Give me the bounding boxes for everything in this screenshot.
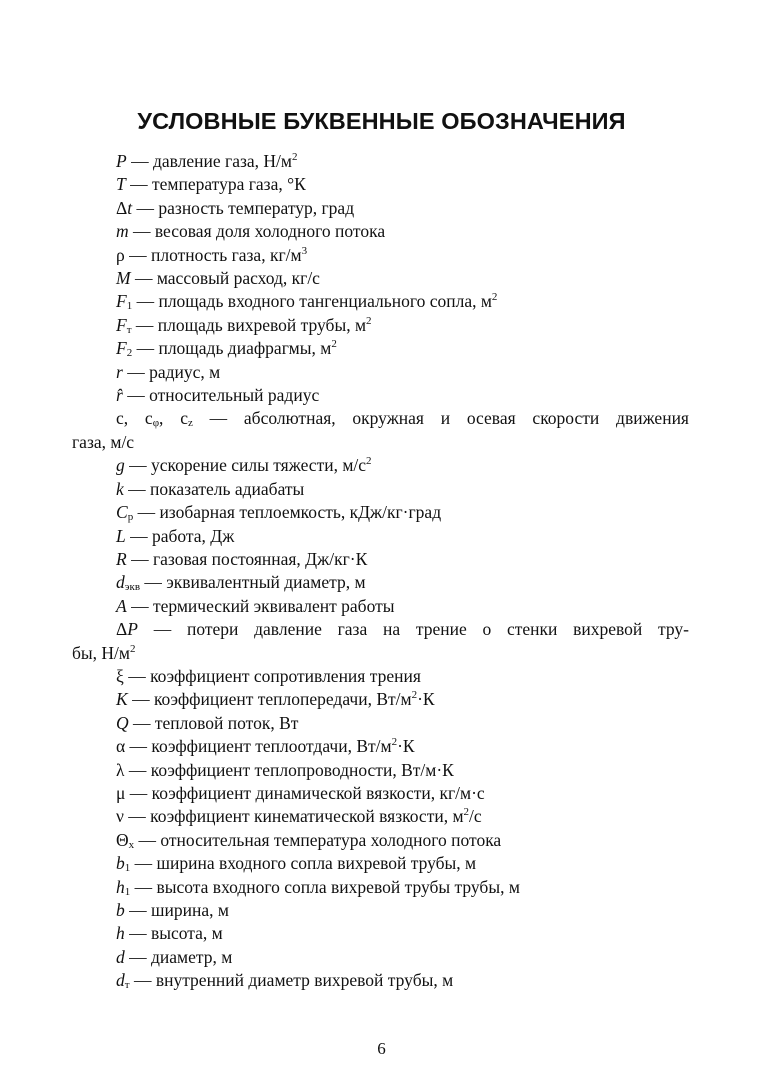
symbol-entry bbox=[72, 314, 689, 337]
symbol: t bbox=[127, 197, 133, 218]
symbol-description: — весовая доля холодного потока bbox=[128, 221, 386, 242]
symbol: F bbox=[116, 338, 127, 359]
symbol-prefix: ν bbox=[116, 806, 124, 827]
symbol: R bbox=[116, 548, 127, 569]
symbol-description: — потери давление газа на трение о стенки вихревой тру- bbox=[137, 619, 689, 640]
unit-superscript: 2 bbox=[291, 151, 298, 163]
symbol-entry bbox=[72, 525, 689, 548]
symbol-subscript: 1 bbox=[126, 300, 133, 313]
symbol-description: — коэффициент теплопроводности, Вт/м·К bbox=[124, 759, 454, 780]
symbol-entry bbox=[72, 478, 689, 501]
symbol-subscript: z bbox=[187, 417, 193, 430]
symbol-description: — работа, Дж bbox=[125, 525, 235, 546]
symbol-prefix: α bbox=[116, 736, 126, 757]
symbol-entry bbox=[72, 899, 689, 922]
symbol-entry bbox=[72, 665, 689, 688]
symbol-description: — эквивалентный диаметр, м bbox=[140, 572, 366, 593]
symbol-subscript: 2 bbox=[126, 347, 133, 360]
symbol-subscript: х bbox=[128, 838, 135, 851]
symbol: r̂ bbox=[116, 385, 123, 406]
symbol: g bbox=[116, 455, 125, 476]
symbol-entry bbox=[72, 805, 689, 828]
symbol: L bbox=[116, 525, 126, 546]
symbol-description: — разность температур, град bbox=[132, 197, 355, 218]
symbol: C bbox=[116, 502, 128, 523]
symbol-entry bbox=[72, 244, 689, 267]
symbol-description: — коэффициент динамической вязкости, кг/м·с bbox=[125, 782, 485, 803]
unit-superscript: 2 bbox=[331, 338, 337, 351]
unit-superscript: 2 bbox=[463, 806, 470, 819]
symbol-entry bbox=[72, 454, 689, 477]
symbol-prefix: Δ bbox=[116, 619, 128, 640]
symbol: b bbox=[116, 853, 125, 874]
symbol: k bbox=[116, 478, 124, 499]
symbol-description: — коэффициент теплоотдачи, Вт/м bbox=[125, 736, 392, 757]
symbol-entry bbox=[72, 759, 689, 782]
symbol-prefix: , c bbox=[159, 408, 188, 429]
symbol-subscript: p bbox=[127, 511, 134, 524]
unit-superscript: 2 bbox=[366, 314, 372, 327]
continuation-text: газа, м/с bbox=[72, 431, 135, 452]
symbol-entry bbox=[72, 337, 689, 360]
symbol-entry bbox=[72, 384, 689, 407]
symbol-subscript: т bbox=[126, 323, 132, 336]
symbol-entry bbox=[72, 361, 689, 384]
unit-superscript: 2 bbox=[366, 455, 372, 468]
symbol-description: — газовая постоянная, Дж/кг·К bbox=[126, 548, 368, 569]
symbol-entry bbox=[72, 595, 689, 618]
description-continuation bbox=[72, 431, 689, 454]
symbol-description: — температура газа, °К bbox=[125, 174, 306, 195]
symbol: r bbox=[116, 361, 123, 382]
symbol-description: — диаметр, м bbox=[124, 946, 233, 967]
symbol: h bbox=[116, 923, 125, 944]
symbol: m bbox=[116, 221, 129, 242]
symbol-entry bbox=[72, 782, 689, 805]
symbol-entry bbox=[72, 852, 689, 875]
symbol-entry bbox=[72, 735, 689, 758]
symbol: M bbox=[116, 268, 131, 289]
symbol-subscript: 1 bbox=[124, 862, 131, 875]
symbol-description: — термический эквивалент работы bbox=[126, 595, 395, 616]
symbol-prefix: μ bbox=[116, 782, 126, 803]
symbol-subscript: т bbox=[124, 979, 130, 992]
symbol-entry bbox=[72, 618, 689, 665]
symbol-prefix: λ bbox=[116, 759, 125, 780]
symbol-description: — относительный радиус bbox=[122, 385, 320, 406]
symbol-description: — высота входного сопла вихревой трубы трубы, м bbox=[130, 876, 520, 897]
symbol: A bbox=[116, 595, 127, 616]
symbol-list bbox=[72, 150, 689, 993]
symbol-entry bbox=[72, 267, 689, 290]
symbol-entry bbox=[72, 407, 689, 454]
symbol-entry bbox=[72, 150, 689, 173]
symbol-prefix: ρ bbox=[116, 244, 125, 265]
unit-superscript: 2 bbox=[130, 642, 136, 655]
symbol-prefix: c, c bbox=[116, 408, 153, 429]
symbol-entry bbox=[72, 829, 689, 852]
symbol-entry bbox=[72, 712, 689, 735]
symbol: d bbox=[116, 946, 125, 967]
symbol-description: — ускорение силы тяжести, м/с bbox=[124, 455, 367, 476]
symbol-entry bbox=[72, 501, 689, 524]
symbol: d bbox=[116, 970, 125, 991]
symbol-subscript: φ bbox=[152, 417, 160, 430]
unit-tail: /с bbox=[469, 806, 482, 827]
page-number: 6 bbox=[377, 1039, 386, 1058]
symbol: T bbox=[116, 174, 126, 195]
symbol-entry bbox=[72, 220, 689, 243]
symbol-description: — площадь диафрагмы, м bbox=[132, 338, 332, 359]
symbol-subscript: экв bbox=[124, 581, 141, 594]
symbol-description: — плотность газа, кг/м bbox=[124, 244, 302, 265]
unit-superscript: 2 bbox=[411, 689, 418, 702]
description-continuation bbox=[72, 642, 689, 665]
symbol-description: — коэффициент сопротивления трения bbox=[123, 665, 421, 686]
symbol-description: — ширина, м bbox=[124, 900, 229, 920]
symbol: K bbox=[116, 689, 128, 710]
symbol-entry bbox=[72, 922, 689, 945]
symbol: h bbox=[116, 876, 125, 897]
symbol-prefix: Δ bbox=[116, 197, 128, 218]
symbol: F bbox=[116, 314, 127, 335]
symbol: P bbox=[116, 151, 127, 171]
symbol-description: — изобарная теплоемкость, кДж/кг·град bbox=[133, 502, 442, 523]
symbol-entry bbox=[72, 688, 689, 711]
symbol: P bbox=[127, 619, 138, 640]
symbol-description: — относительная температура холодного потока bbox=[134, 829, 502, 850]
symbol-entry bbox=[72, 571, 689, 594]
continuation-text: бы, Н/м bbox=[72, 642, 130, 663]
symbol: b bbox=[116, 900, 125, 920]
symbol-description: — высота, м bbox=[124, 923, 223, 944]
symbol: F bbox=[116, 291, 127, 312]
unit-tail: ·К bbox=[397, 736, 415, 757]
symbol-description: — площадь вихревой трубы, м bbox=[131, 314, 367, 335]
symbol-entry bbox=[72, 946, 689, 969]
symbol-description: — радиус, м bbox=[122, 361, 221, 382]
symbol-description: — коэффициент кинематической вязкости, м bbox=[123, 806, 464, 827]
symbol-description: — ширина входного сопла вихревой трубы, м bbox=[130, 853, 477, 874]
symbol-entry bbox=[72, 290, 689, 313]
symbol-entry bbox=[72, 969, 689, 992]
symbol-prefix: ξ bbox=[116, 665, 124, 686]
symbol-entry bbox=[72, 548, 689, 571]
symbol-description: — тепловой поток, Вт bbox=[128, 712, 299, 733]
unit-superscript: 3 bbox=[301, 244, 308, 257]
symbol: Q bbox=[116, 712, 129, 733]
symbol-subscript: 1 bbox=[124, 885, 131, 898]
symbol-description: — массовый расход, кг/с bbox=[130, 268, 320, 289]
unit-superscript: 2 bbox=[391, 736, 398, 749]
page-title: УСЛОВНЫЕ БУКВЕННЫЕ ОБОЗНАЧЕНИЯ bbox=[137, 108, 626, 134]
symbol-description: — показатель адиабаты bbox=[123, 478, 305, 499]
unit-tail: ·К bbox=[417, 689, 435, 710]
symbol-description: — площадь входного тангенциального сопла, м bbox=[132, 291, 492, 312]
symbol-entry bbox=[72, 173, 689, 196]
symbol-description: — абсолютная, окружная и осевая скорости движения bbox=[192, 408, 689, 429]
symbol-prefix: Θ bbox=[116, 829, 129, 850]
symbol-description: — внутренний диаметр вихревой трубы, м bbox=[129, 970, 454, 991]
symbol-entry bbox=[72, 876, 689, 899]
symbol-description: — давление газа, Н/м bbox=[126, 151, 292, 171]
unit-superscript: 2 bbox=[491, 291, 498, 304]
symbol-description: — коэффициент теплопередачи, Вт/м bbox=[127, 689, 412, 710]
symbol-entry bbox=[72, 197, 689, 220]
symbol: d bbox=[116, 572, 125, 593]
